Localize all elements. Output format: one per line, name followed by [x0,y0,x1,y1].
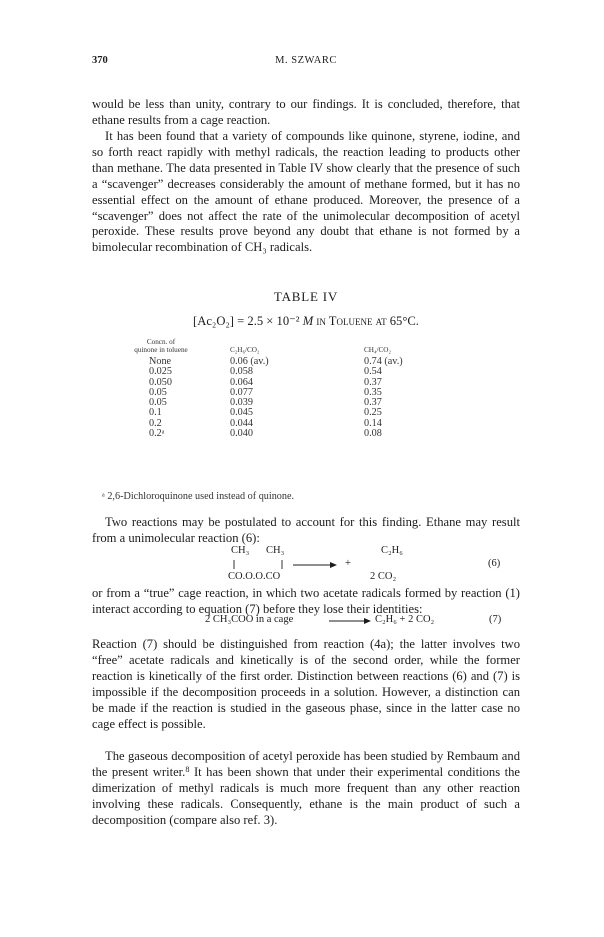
eq6-bonds-and-arrow [92,545,520,585]
table-row [92,429,520,439]
cell-quinone: 0.2ᵃ [149,428,165,440]
equation-6 [92,545,520,585]
cell-quinone: 0.025 [149,366,172,378]
cell-methane-ratio: 0.14 [364,417,382,429]
running-header [92,55,520,71]
running-head-author: M. SZWARC [275,55,337,66]
paragraph-scavenger: It has been found that a variety of compounds like quinone, styrene, iodine, and so forth react rapidly with methyl radicals, the reaction leading to products other than methane. The data presented in Table IV show clearly that the presence of such a “scavenger” decreases considerably the amount of methane formed, but it has no essential effect on the amount of ethane produced. Moreover, the presence of a “scavenger” does not affect the rate of the unimolecular decomposition of acetyl peroxide. These results prove beyond any doubt that ethane is not formed by a bimolecular recombination of CH₃ radicals. [92,129,520,255]
eq6-methyl-right: CH₃ [266,545,285,556]
reference-marker: 8 [185,764,190,774]
eq7-label: (7) [489,614,502,625]
eq7-products: C₂H₆ + 2 CO₂ [375,614,435,625]
cell-methane-ratio: 0.35 [364,386,382,398]
cell-ethane-ratio: 0.058 [230,366,253,378]
paragraph-distinction: Reaction (7) should be distinguished from reaction (4a); the latter involves two “free” acetate radicals and kinetically is of the second order, while the former reaction is kinetically of the first order. Distinction between reactions (6) and (7) is impossible if the decomposition proceeds in a solution. However, a distinction can be made if the reaction is studied in the gaseous phase, since in the latter case no cage effect is possible. [92,637,520,731]
cell-methane-ratio: 0.08 [364,428,382,440]
cell-ethane-ratio: 0.06 (av.) [230,356,269,367]
table-condition [92,313,520,329]
column-header-ethane-ratio: C₂H₆/CO₂ [230,346,260,354]
cell-quinone: None [149,356,172,367]
table-title: TABLE IV [273,289,339,304]
paragraph-true-cage: or from a “true” cage reaction, in which two acetate radicals formed by reaction (1) interact according to equation (7) before they lose their identities: [92,586,520,616]
eq6-label: (6) [488,558,501,569]
equation-7 [92,614,520,628]
table-footnote: ᵃ 2,6-Dichloroquinone used instead of quinone. [102,491,295,502]
eq6-methyl-left: CH₃ [231,545,250,556]
eq6-peroxide-chain: CO.O.O.CO [228,571,281,582]
eq6-carbon-dioxide: 2 CO₂ [370,571,397,582]
table-condition-concentration: [Ac₂O₂] [193,314,234,328]
eq7-arrow [92,614,520,628]
cell-ethane-ratio: 0.039 [230,397,253,409]
eq6-ethane: C₂H₆ [381,545,403,556]
cell-quinone: 0.2 [149,417,162,429]
cell-ethane-ratio: 0.064 [230,376,253,388]
cell-methane-ratio: 0.37 [364,397,382,409]
paragraph-two-reactions: Two reactions may be postulated to account for this finding. Ethane may result from a unimolecular reaction (6): [92,515,520,545]
paragraph-gaseous-decomposition: The gaseous decomposition of acetyl peroxide has been studied by Rembaum and the present writer.$^8$ It has been shown that under their experimental conditions the dimerization of methyl radicals is much more frequent than any other reaction involving these radicals. Consequently, ethane is the main product of such a decomposition (compare also ref. 3). [92,749,521,827]
column-header-methane-ratio: CH₄/CO₂ [364,346,391,354]
cell-quinone: 0.050 [149,376,172,388]
eq7-reactants: 2 CH₃COO in a cage [205,614,294,625]
table-header-row [92,338,520,357]
cell-quinone: 0.1 [149,407,162,419]
column-header-quinone: Concn. of quinone in toluene [134,338,188,354]
cell-ethane-ratio: 0.077 [230,386,253,398]
table-condition-value: = 2.5 × 10⁻² [234,314,303,328]
cell-ethane-ratio: 0.044 [230,417,253,429]
paragraph-conclusion: would be less than unity, contrary to our findings. It is concluded, therefore, that ethane results from a cage reaction. [92,97,520,127]
page-number: 370 [92,55,108,66]
cell-ethane-ratio: 0.045 [230,407,253,419]
cell-methane-ratio: 0.74 (av.) [364,356,403,367]
cell-quinone: 0.05 [149,397,167,409]
cell-methane-ratio: 0.25 [364,407,382,419]
data-table [92,338,520,439]
table-condition-unit: M [302,314,314,328]
cell-quinone: 0.05 [149,386,167,398]
eq6-plus: + [345,558,351,569]
cell-methane-ratio: 0.37 [364,376,382,388]
table-condition-solvent: in Toluene at 65°C. [313,314,419,328]
cell-methane-ratio: 0.54 [364,366,382,378]
cell-ethane-ratio: 0.040 [230,428,253,440]
